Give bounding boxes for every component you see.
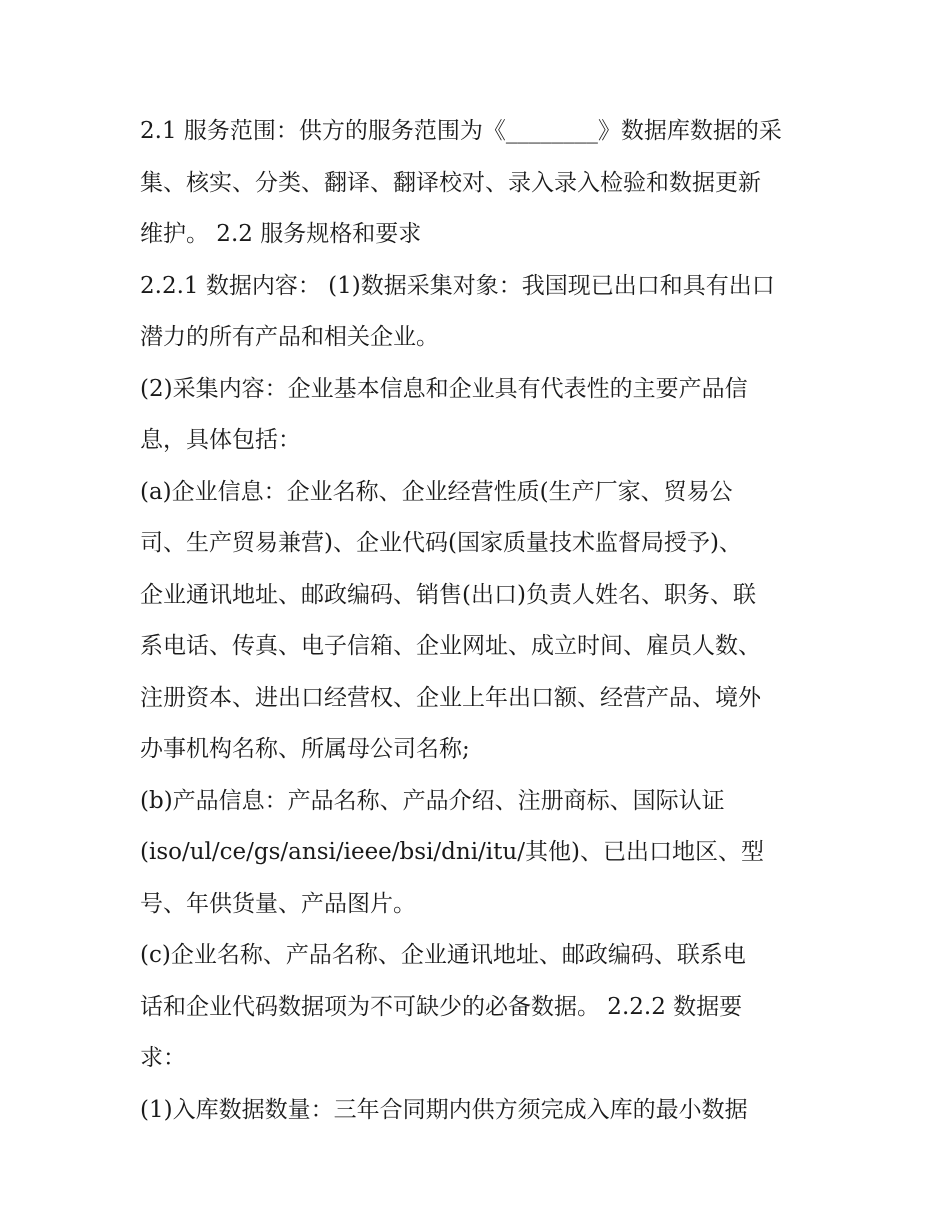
text-line: 求： bbox=[140, 1045, 186, 1071]
text-line: 办事机构名称、所属母公司名称; bbox=[140, 736, 470, 762]
text-line: 2.1 服务范围：供方的服务范围为《________》数据库数据的采 bbox=[140, 118, 782, 144]
text-line: 维护。 2.2 服务规格和要求 bbox=[140, 221, 422, 247]
text-line: (1)入库数据数量：三年合同期内供方须完成入库的最小数据 bbox=[140, 1096, 748, 1123]
text-line: (iso/ul/ce/gs/ansi/ieee/bsi/dni/itu/其他)、已出口地区、型 bbox=[140, 839, 764, 865]
text-line: (a)企业信息：企业名称、企业经营性质(生产厂家、贸易公 bbox=[140, 478, 733, 505]
text-line: (c)企业名称、产品名称、企业通讯地址、邮政编码、联系电 bbox=[140, 942, 746, 968]
text-line: 注册资本、进出口经营权、企业上年出口额、经营产品、境外 bbox=[140, 684, 761, 711]
text-line: 话和企业代码数据项为不可缺少的必备数据。 2.2.2 数据要 bbox=[140, 993, 743, 1020]
text-line: (b)产品信息：产品名称、产品介绍、注册商标、国际认证 bbox=[140, 787, 725, 814]
text-line: 企业通讯地址、邮政编码、销售(出口)负责人姓名、职务、联 bbox=[140, 581, 756, 608]
text-line: 集、核实、分类、翻译、翻译校对、录入录入检验和数据更新 bbox=[140, 169, 761, 196]
text-line: 2.2.1 数据内容： (1)数据采集对象：我国现已出口和具有出口 bbox=[140, 272, 775, 299]
text-line: 号、年供货量、产品图片。 bbox=[140, 890, 416, 917]
text-line: 司、生产贸易兼营)、企业代码(国家质量技术监督局授予)、 bbox=[140, 530, 742, 556]
text-line: 潜力的所有产品和相关企业。 bbox=[140, 324, 439, 350]
document-body bbox=[140, 106, 820, 1136]
text-line: 系电话、传真、电子信箱、企业网址、成立时间、雇员人数、 bbox=[140, 633, 761, 659]
text-line: 息，具体包括： bbox=[140, 427, 301, 453]
text-line: (2)采集内容：企业基本信息和企业具有代表性的主要产品信 bbox=[140, 375, 748, 402]
